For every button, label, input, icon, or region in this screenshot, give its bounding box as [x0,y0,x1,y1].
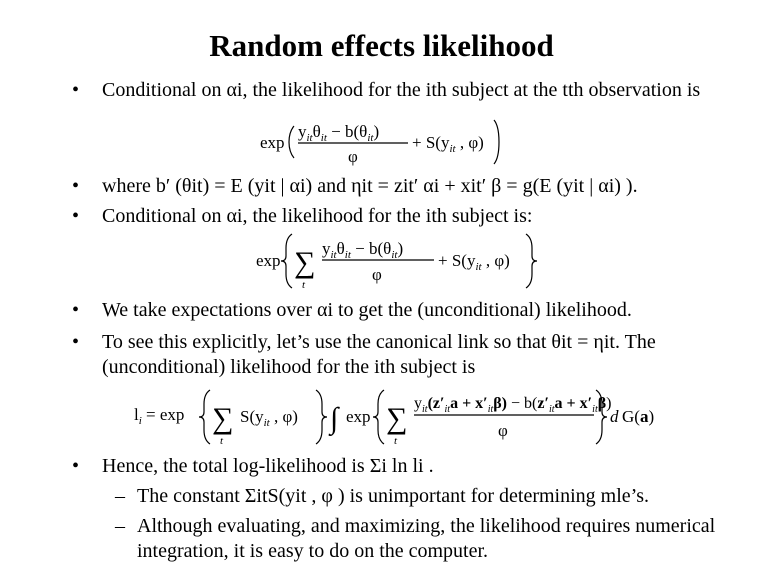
svg-text:t: t [220,435,224,447]
bullet-glyph: • [72,79,80,101]
bullet-3-text: Conditional on αi, the likelihood for the ith subject is: [102,205,533,227]
subbullet-1-text: The constant ΣitS(yit , φ ) is unimportant for determining mle’s. [137,485,649,507]
svg-text:yit(z′ita + x′itβ) − b(z′ita +: $y_{it}(z'_{it}a + x'_{it}\beta) - b(z'_{it}a + x'_{it}\beta)$ [414,395,612,415]
equation-unconditional-likelihood [132,386,655,453]
svg-text:+ S(yit , φ): + $S(y_{it}$ , φ) [438,251,510,273]
bullet-glyph: • [72,299,80,321]
svg-text:S(yit , φ): $S(y_{it}$ , φ) [240,407,298,429]
bullet-1-text: Conditional on αi, the likelihood for the ith subject at the tth observation is [102,79,701,101]
bullet-2-text: where b′ (θit) = E (yit | αi) and ηit = zit′ αi + xit′ β = g(E (yit | αi) ). [102,175,638,197]
svg-text:t: t [394,435,398,447]
bullet-glyph: • [72,175,80,197]
slide-title: Random effects likelihood [209,28,554,63]
subbullet-2-text: Although evaluating, and maximizing, the likelihood requires numerical integration, it is easy to do on the computer. [137,515,716,562]
equation-observation-likelihood [258,112,508,175]
bullet-glyph: • [72,455,80,477]
svg-text:∫: ∫ [330,402,339,435]
bullet-5-text: To see this explicitly, let’s use the canonical link so that θit = ηit. The (unconditional) likelihood for the ith subject is [102,331,656,378]
svg-text:φ: φ [348,147,358,166]
bullet-4-text: We take expectations over αi to get the (unconditional) likelihood. [102,299,632,321]
svg-text:li = exp: $l_i = \exp$ [134,405,185,427]
svg-text:exp: exp [256,251,281,270]
bullet-glyph: • [72,205,80,227]
svg-text:φ: φ [372,265,382,284]
svg-text:∑: ∑ [294,246,316,279]
svg-text:yitθit − b(θit): $y_{it}\theta_{it} - b(\theta_{it})$ [298,122,380,144]
dash-glyph: – [115,485,125,507]
svg-text:exp: exp [346,407,371,426]
svg-text:∑: ∑ [386,402,408,435]
bullet-6-text: Hence, the total log-likelihood is Σi ln li . [102,455,434,477]
svg-text:d: d [610,407,619,426]
dash-glyph: – [115,515,125,537]
svg-text:G(a): G(a) [622,407,655,426]
equation-subject-likelihood [254,228,544,299]
svg-text:∑: ∑ [212,402,234,435]
svg-text:exp: exp [260,133,285,152]
svg-text:+ S(yit , φ): + $S(y_{it}$ , φ) [412,133,484,155]
svg-text:yitθit − b(θit): $y_{it}\theta_{it} - b(\theta_{it})$ [322,239,404,261]
svg-text:φ: φ [498,421,508,440]
svg-text:t: t [302,279,306,291]
bullet-glyph: • [72,331,80,353]
